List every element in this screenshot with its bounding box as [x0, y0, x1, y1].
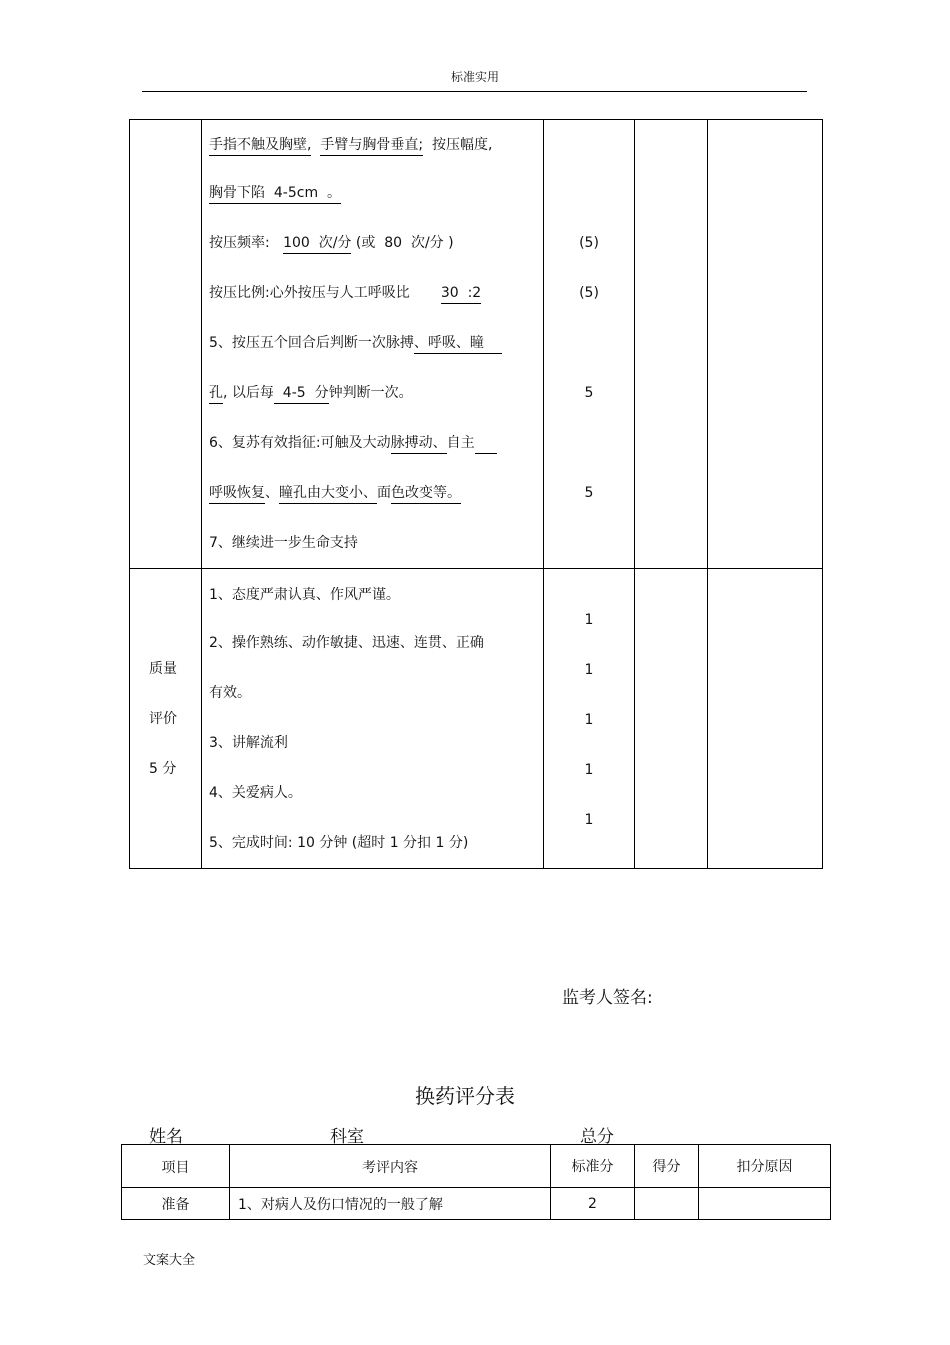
content-cell — [202, 120, 544, 569]
standard-score — [544, 168, 634, 218]
underlined-text: 色改变等。 — [391, 485, 461, 504]
header-score: 得分 — [635, 1145, 699, 1188]
score-cell — [635, 569, 708, 869]
underlined-text: 100 次/分 — [283, 235, 351, 254]
quality-item: 5、完成时间: 10 分钟 (超时 1 分扣 1 分) — [209, 835, 469, 851]
table-row — [122, 1188, 831, 1220]
row-item: 准备 — [122, 1188, 230, 1220]
item-cell — [130, 120, 202, 569]
row-content: 1、对病人及伤口情况的一般了解 — [230, 1188, 551, 1220]
header-divider — [142, 91, 807, 92]
quality-score: 1 — [584, 712, 594, 728]
row-reason — [699, 1188, 831, 1220]
quality-score: 1 — [584, 812, 594, 828]
quality-label: 5 分 — [149, 760, 177, 777]
underlined-text: 孔 — [209, 385, 223, 404]
text-segment: 钟判断一次。 — [328, 385, 413, 401]
quality-score: 1 — [584, 662, 594, 678]
text-segment: 按压幅度, — [423, 137, 493, 153]
standard-score: (5) — [579, 285, 599, 301]
underlined-text: 手臂与胸骨垂直; — [320, 137, 423, 156]
text-segment: 面 — [377, 485, 391, 501]
quality-score: 1 — [584, 762, 594, 778]
quality-item: 3、讲解流利 — [209, 735, 288, 751]
underlined-text: 手指不触及胸壁, — [209, 137, 311, 156]
header-content: 考评内容 — [230, 1145, 551, 1188]
text-segment: , 以后每 — [223, 385, 274, 401]
quality-label: 评价 — [149, 710, 177, 727]
reason-cell — [708, 120, 823, 569]
quality-score-cell — [544, 569, 635, 869]
underlined-text: 30 :2 — [441, 285, 481, 304]
quality-item: 2、操作熟练、动作敏捷、迅速、连贯、正确 — [209, 635, 484, 651]
quality-item: 有效。 — [209, 685, 251, 701]
quality-content-cell — [202, 569, 544, 869]
quality-label: 质量 — [149, 660, 177, 677]
underlined-text: 胸骨下陷 4-5cm 。 — [209, 185, 341, 204]
standard-score — [544, 120, 634, 168]
examiner-signature-label: 监考人签名: — [562, 988, 653, 1008]
standard-score: 5 — [584, 485, 594, 501]
score-cell — [635, 120, 708, 569]
table-row — [130, 569, 823, 869]
reason-cell — [708, 569, 823, 869]
content-line — [209, 368, 543, 418]
page-header: 标准实用 — [450, 70, 499, 84]
form-title: 换药评分表 — [415, 1084, 515, 1108]
name-field-label: 姓名 — [149, 1127, 183, 1147]
table-row — [130, 120, 823, 569]
table-header-row — [122, 1145, 831, 1188]
text-segment: 5、按压五个回合后判断一次脉搏 — [209, 335, 414, 351]
underlined-text: 4-5 分 — [274, 385, 329, 404]
content-line — [209, 318, 543, 368]
text-segment: (或 80 次/分 ) — [351, 235, 454, 251]
text-segment: 6、复苏有效指征:可触及大动 — [209, 435, 391, 451]
quality-item: 4、关爱病人。 — [209, 785, 302, 801]
content-line — [209, 218, 543, 268]
content-line — [209, 168, 543, 218]
underlined-text: 脉搏动、 — [391, 435, 447, 454]
underlined-text — [475, 435, 497, 454]
quality-score: 1 — [584, 612, 594, 628]
underlined-text: 、呼吸、瞳 — [414, 335, 502, 354]
row-score — [635, 1188, 699, 1220]
header-item: 项目 — [122, 1145, 230, 1188]
content-line — [209, 268, 543, 318]
text-segment: 按压比例:心外按压与人工呼吸比 — [209, 285, 441, 301]
underlined-text: 瞳孔由大变小、 — [279, 485, 377, 504]
standard-score: (5) — [579, 235, 599, 251]
quality-label-cell — [130, 569, 202, 869]
total-field-label: 总分 — [580, 1127, 614, 1147]
content-line — [209, 418, 543, 468]
department-field-label: 科室 — [330, 1127, 364, 1147]
page-footer: 文案大全 — [143, 1253, 196, 1268]
header-standard: 标准分 — [551, 1145, 635, 1188]
standard-score: 5 — [584, 385, 594, 401]
text-segment: 自主 — [446, 435, 475, 451]
standard-score — [544, 318, 634, 368]
underlined-text: 呼吸恢复 — [209, 485, 265, 504]
row-standard: 2 — [551, 1188, 635, 1220]
header-reason: 扣分原因 — [699, 1145, 831, 1188]
standard-score — [544, 518, 634, 568]
dressing-change-table — [121, 1144, 831, 1220]
content-line — [209, 120, 543, 168]
text-segment: 7、继续进一步生命支持 — [209, 535, 358, 551]
standard-score — [544, 418, 634, 468]
text-segment: 按压频率: — [209, 235, 284, 251]
quality-item: 1、态度严肃认真、作风严谨。 — [209, 587, 400, 603]
content-line — [209, 518, 543, 568]
standard-score-cell — [544, 120, 635, 569]
content-line — [209, 468, 543, 518]
cpr-score-table — [129, 119, 823, 869]
text-segment: 、 — [265, 485, 279, 501]
